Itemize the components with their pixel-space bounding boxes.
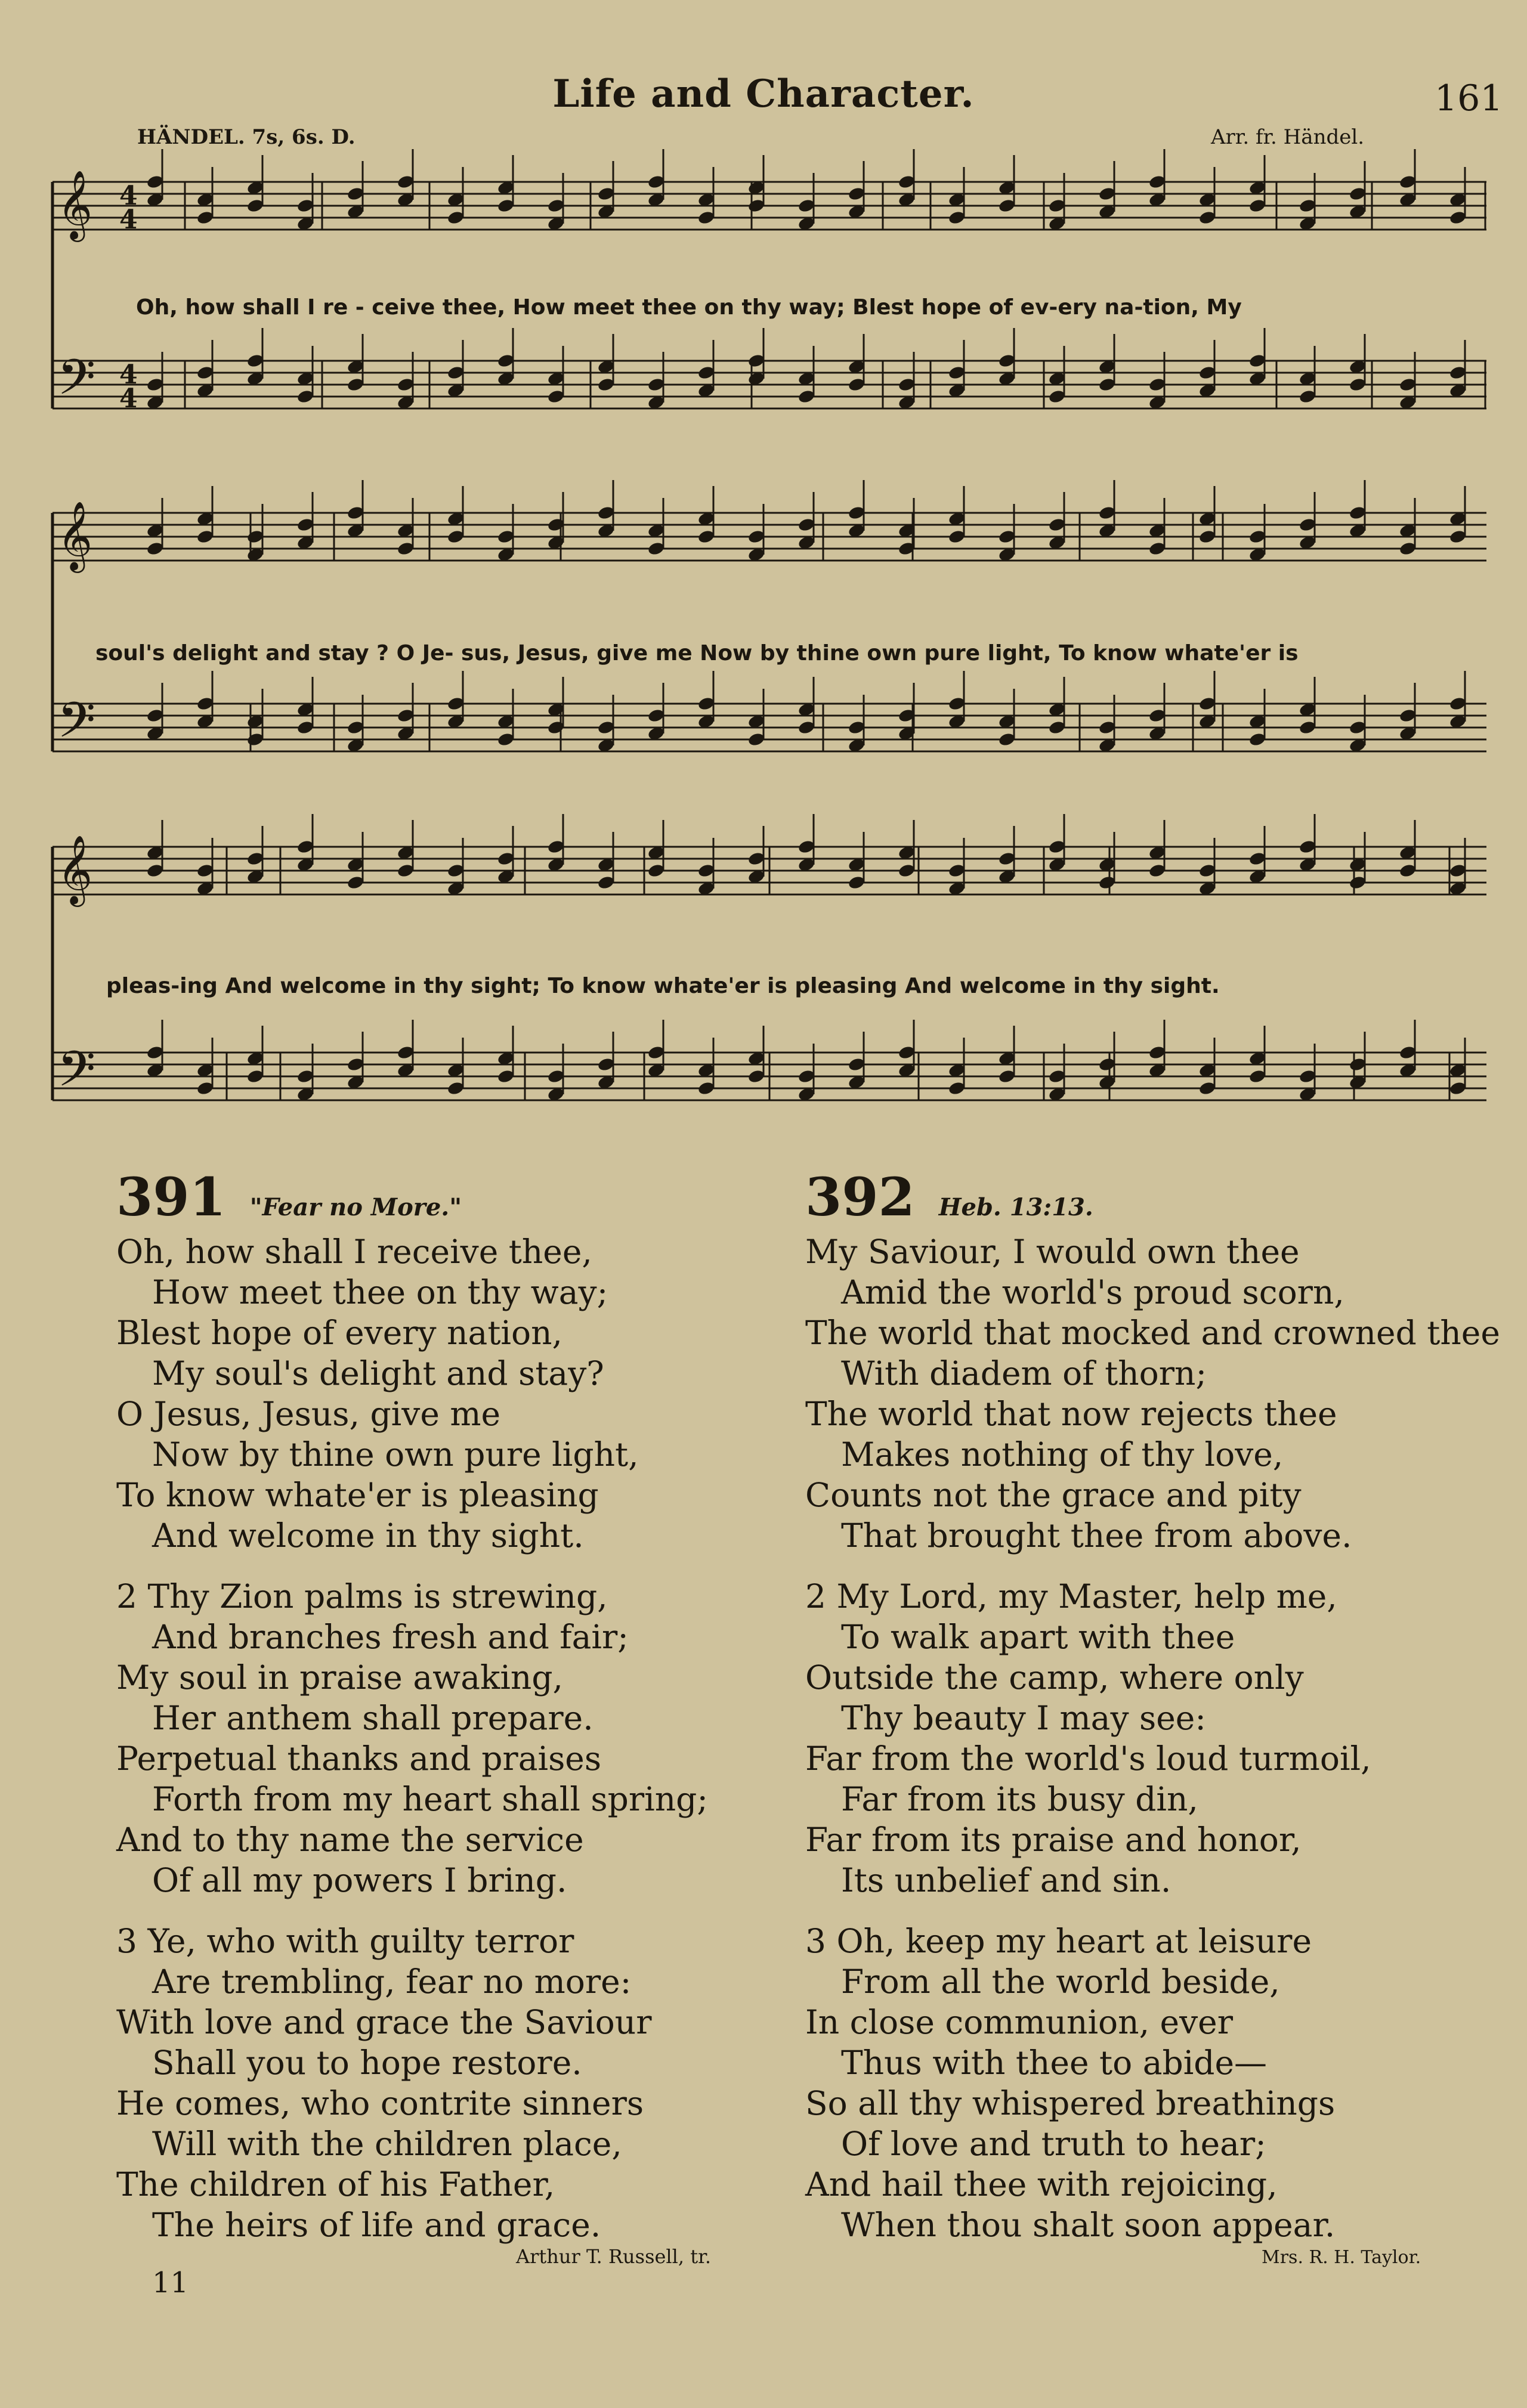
verse-line: The world that mocked and crowned thee — [805, 1314, 1500, 1352]
hymn-subtitle: "Fear no More." — [249, 1193, 462, 1221]
verse-line: Far from the world's loud turmoil, — [805, 1740, 1371, 1778]
stanza-2 — [116, 1576, 784, 1901]
verse-line: The world that now rejects thee — [805, 1395, 1337, 1433]
treble-clef-icon: 𝄞 — [57, 500, 93, 570]
verse-line: And hail thee with rejoicing, — [805, 2165, 1278, 2203]
verse-line: And to thy name the service — [116, 1821, 584, 1859]
bass-clef-icon: 𝄢 — [57, 348, 96, 418]
verse-line: With love and grace the Saviour — [116, 2003, 652, 2041]
verse-line: The children of his Father, — [116, 2165, 555, 2203]
verse-line: Shall you to hope restore. — [152, 2044, 582, 2082]
verse-line: To know whate'er is pleasing — [116, 1476, 599, 1514]
verse-line: Now by thine own pure light, — [152, 1435, 639, 1474]
verse-line: 2 Thy Zion palms is strewing, — [116, 1577, 608, 1615]
verse-line: How meet thee on thy way; — [152, 1273, 608, 1311]
verse-line: Are trembling, fear no more: — [152, 1963, 632, 2001]
verse-line: Makes nothing of thy love, — [841, 1435, 1284, 1474]
verse-line: Of love and truth to hear; — [841, 2125, 1266, 2163]
page-title: Life and Character. — [552, 72, 975, 116]
page-number: 161 — [1435, 78, 1503, 119]
verse-line: Thus with thee to abide— — [841, 2044, 1268, 2082]
verse-line: 2 My Lord, my Master, help me, — [805, 1577, 1337, 1615]
verse-line: Of all my powers I bring. — [152, 1861, 567, 1899]
verse-line: Oh, how shall I receive thee, — [116, 1233, 592, 1271]
verse-line: Thy beauty I may see: — [841, 1699, 1206, 1737]
verse-line: My soul's delight and stay? — [152, 1354, 604, 1392]
verse-line: And welcome in thy sight. — [152, 1516, 584, 1555]
hymn-392 — [805, 1166, 1500, 2265]
treble-clef-icon: 𝄞 — [57, 834, 93, 904]
treble-clef-icon: 𝄞 — [57, 169, 93, 239]
hymn-392-credit: Mrs. R. H. Taylor. — [1262, 2247, 1421, 2268]
hymn-391-credit: Arthur T. Russell, tr. — [516, 2245, 712, 2268]
verse-line: So all thy whispered breathings — [805, 2084, 1336, 2122]
verse-line: Amid the world's proud scorn, — [841, 1273, 1344, 1311]
stanza-3 — [805, 1921, 1473, 2245]
verse-line: When thou shalt soon appear. — [841, 2206, 1336, 2244]
lyrics-line-1: Oh, how shall I re - ceive thee, How meet thee on thy way; Blest hope of ev-ery na-tion, My — [136, 295, 1242, 320]
verse-line: The heirs of life and grace. — [152, 2206, 601, 2244]
verse-line: Far from its praise and honor, — [805, 1821, 1302, 1859]
bass-clef-icon: 𝄢 — [57, 1040, 96, 1110]
lyrics-line-2: soul's delight and stay ? O Je- sus, Jesus, give me Now by thine own pure light, To know whate'er is — [95, 641, 1299, 666]
verse-line: My Saviour, I would own thee — [805, 1233, 1300, 1271]
time-signature-icon: 4 — [119, 205, 138, 235]
verse-line: Perpetual thanks and praises — [116, 1740, 602, 1778]
verse-line: Will with the children place, — [152, 2125, 622, 2163]
verse-line: 3 Ye, who with guilty terror — [116, 1922, 574, 1960]
verse-line: Counts not the grace and pity — [805, 1476, 1302, 1514]
bass-clef-icon: 𝄢 — [57, 691, 96, 761]
verse-line: From all the world beside, — [841, 1963, 1280, 2001]
verse-line: Outside the camp, where only — [805, 1658, 1304, 1697]
time-signature-icon: 4 — [119, 360, 138, 390]
verse-line: That brought thee from above. — [841, 1516, 1352, 1555]
verse-line: O Jesus, Jesus, give me — [116, 1395, 501, 1433]
stanza-1 — [805, 1231, 1500, 1556]
arranger-credit: Arr. fr. Händel. — [1211, 125, 1365, 149]
verse-line: In close communion, ever — [805, 2003, 1234, 2041]
stanza-2 — [805, 1576, 1473, 1901]
verse-line: My soul in praise awaking, — [116, 1658, 564, 1697]
verse-line: 3 Oh, keep my heart at leisure — [805, 1922, 1312, 1960]
hymn-number: 391 — [116, 1166, 226, 1228]
hymn-subtitle: Heb. 13:13. — [938, 1193, 1093, 1221]
hymn-number: 392 — [805, 1166, 915, 1228]
verse-line: Far from its busy din, — [841, 1780, 1198, 1818]
verse-line: Blest hope of every nation, — [116, 1314, 563, 1352]
verse-line: To walk apart with thee — [841, 1618, 1235, 1656]
verse-line: Its unbelief and sin. — [841, 1861, 1171, 1899]
verse-line: With diadem of thorn; — [841, 1354, 1207, 1392]
time-signature-icon: 4 — [119, 383, 138, 414]
tune-name: HÄNDEL. 7s, 6s. D. — [137, 125, 356, 149]
verse-line: Her anthem shall prepare. — [152, 1699, 594, 1737]
folio-number: 11 — [152, 2266, 189, 2299]
time-signature-icon: 4 — [119, 181, 138, 211]
stanza-1 — [116, 1231, 784, 1556]
verse-line: And branches fresh and fair; — [152, 1618, 629, 1656]
verse-line: He comes, who contrite sinners — [116, 2084, 644, 2122]
hymn-391 — [116, 1166, 784, 2265]
stanza-3 — [116, 1921, 784, 2245]
lyrics-line-3: pleas-ing And welcome in thy sight; To know whate'er is pleasing And welcome in thy sight. — [106, 974, 1220, 998]
verse-line: Forth from my heart shall spring; — [152, 1780, 708, 1818]
